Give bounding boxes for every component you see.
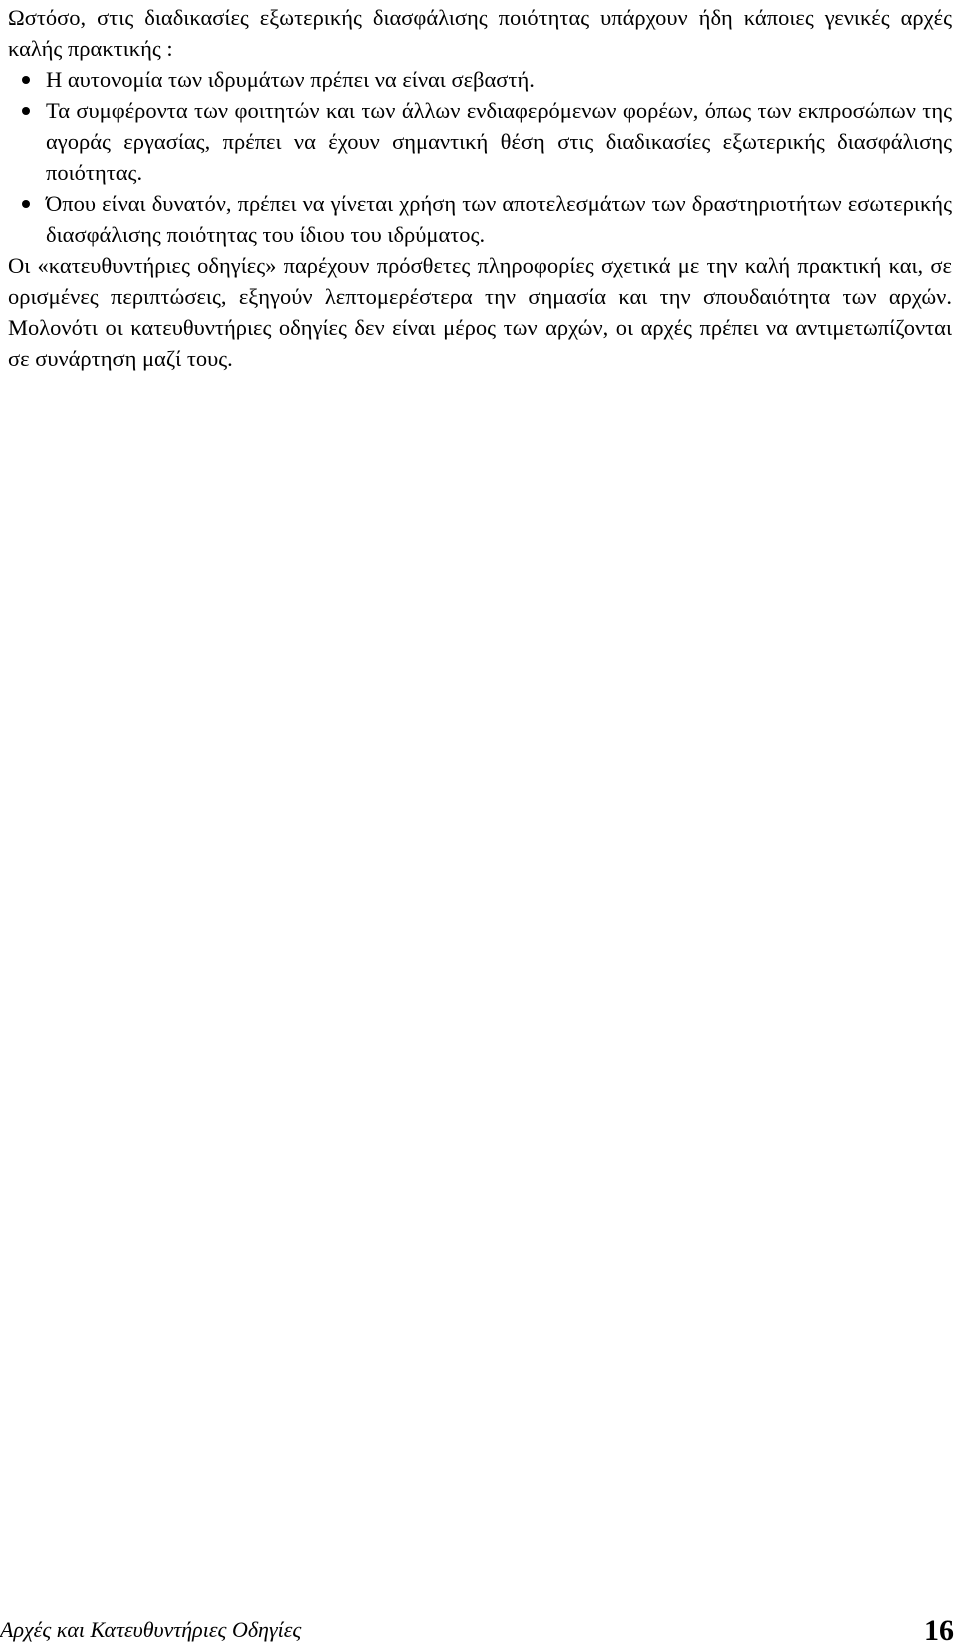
list-item	[8, 188, 952, 250]
list-item	[8, 64, 952, 95]
bullet-icon	[22, 76, 30, 84]
bullet-icon	[22, 200, 30, 208]
principles-list	[8, 64, 952, 250]
page-number: 16	[924, 1614, 954, 1647]
list-item	[8, 95, 952, 188]
footer-title: Αρχές και Κατευθυντήριες Οδηγίες	[0, 1617, 302, 1642]
list-item-text: Όπου είναι δυνατόν, πρέπει να γίνεται χρήση των αποτελεσμάτων των δραστηριοτήτων εσωτερικής διασφάλισης ποιότητας του ίδιου του ιδρύματος.	[46, 191, 952, 247]
intro-paragraph: Ωστόσο, στις διαδικασίες εξωτερικής διασφάλισης ποιότητας υπάρχουν ήδη κάποιες γενικές αρχές καλής πρακτικής :	[8, 5, 952, 61]
list-item-text: Τα συμφέροντα των φοιτητών και των άλλων ενδιαφερόμενων φορέων, όπως των εκπροσώπων της αγοράς εργασίας, πρέπει να έχουν σημαντική θέση στις διαδικασίες εξωτερικής διασφάλισης ποιότητας.	[46, 98, 952, 185]
list-item-text: Η αυτονομία των ιδρυμάτων πρέπει να είναι σεβαστή.	[46, 67, 535, 92]
document-page	[8, 0, 952, 374]
guidelines-paragraph: Οι «κατευθυντήριες οδηγίες» παρέχουν πρόσθετες πληροφορίες σχετικά με την καλή πρακτική και, σε ορισμένες περιπτώσεις, εξηγούν λεπτομερέστερα την σημασία και την σπουδαιότητα των αρχών. Μολονότι οι κατευθυντήριες οδηγίες δεν είναι μέρος των αρχών, οι αρχές πρέπει να αντιμετωπίζονται σε συνάρτηση μαζί τους.	[8, 253, 952, 371]
bullet-icon	[22, 107, 30, 115]
